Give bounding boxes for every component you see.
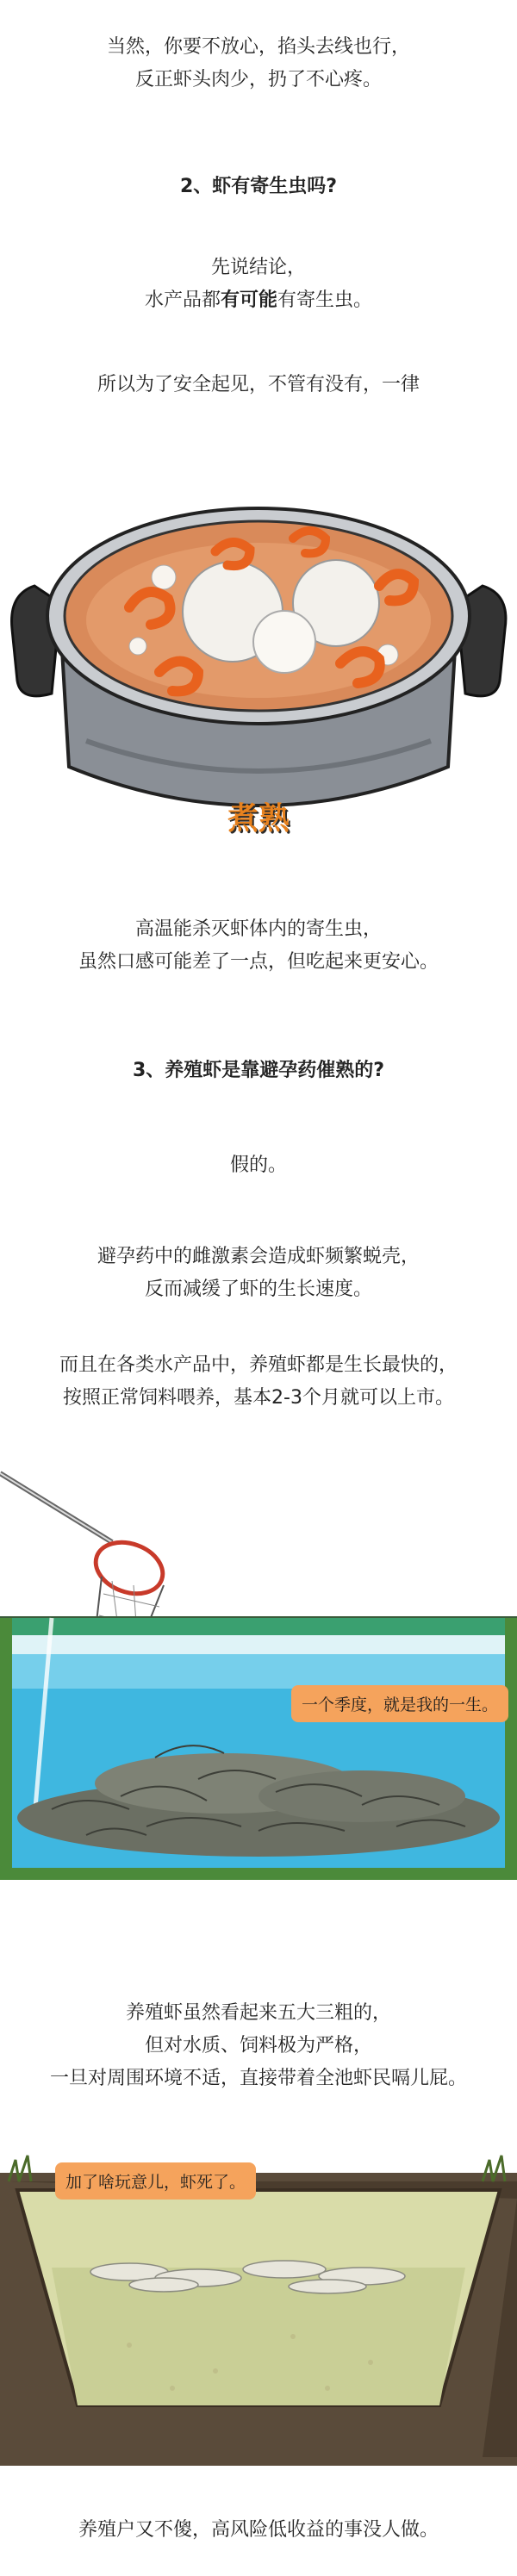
intro-line-2: 反正虾头肉少，扔了不心疼。 — [134, 69, 382, 90]
section-3-heading: 3、养殖虾是靠避孕药催熟的? — [132, 1060, 385, 1081]
section-3-para-3-line-2: 按照正常饲料喂养，基本2-3个月就可以上市。 — [63, 1387, 454, 1409]
section-3-para-4-line-3: 一旦对周围环境不适，直接带着全池虾民嗝儿屁。 — [49, 2068, 467, 2089]
section-2-para-2: 所以为了安全起见，不管有没有，一律 — [97, 374, 420, 395]
section-3-para-3-line-1: 而且在各类水产品中，养殖虾都是生长最快的， — [59, 1354, 458, 1376]
section-2-para-3-line-2: 虽然口感可能差了一点，但吃起来更安心。 — [78, 951, 439, 973]
section-2-para-1-line-2: 水产品都有可能有寄生虫。 — [144, 289, 373, 311]
section-3-para-5: 养殖户又不傻，高风险低收益的事没人做。 — [78, 2519, 439, 2541]
emphasis-text: 有可能 — [220, 289, 277, 311]
section-3-para-2-line-1: 避孕药中的雌激素会造成虾频繁蜕壳， — [97, 1246, 420, 1267]
section-3-para-2-line-2: 反而减缓了虾的生长速度。 — [144, 1279, 372, 1300]
section-3-para-4-line-1: 养殖虾虽然看起来五大三粗的， — [125, 2002, 391, 2024]
section-2-para-3-line-1: 高温能杀灭虾体内的寄生虫， — [134, 918, 382, 940]
pot-illustration — [0, 457, 517, 862]
tank-speech-bubble: 一个季度，就是我的一生。 — [291, 1685, 508, 1722]
shrimp-pond-illustration — [0, 2147, 517, 2466]
shrimp-tank-illustration — [0, 1456, 517, 1921]
pond-speech-bubble: 加了啥玩意儿，虾死了。 — [55, 2162, 256, 2200]
section-2-heading: 2、虾有寄生虫吗? — [179, 176, 338, 197]
intro-line-1: 当然，你要不放心，掐头去线也行， — [106, 36, 410, 58]
pot-label: 煮熟 — [227, 801, 290, 837]
section-3-para-1: 假的。 — [229, 1154, 287, 1176]
section-2-para-1-line-1: 先说结论， — [210, 257, 306, 278]
section-3-para-4-line-2: 但对水质、饲料极为严格， — [144, 2035, 372, 2056]
